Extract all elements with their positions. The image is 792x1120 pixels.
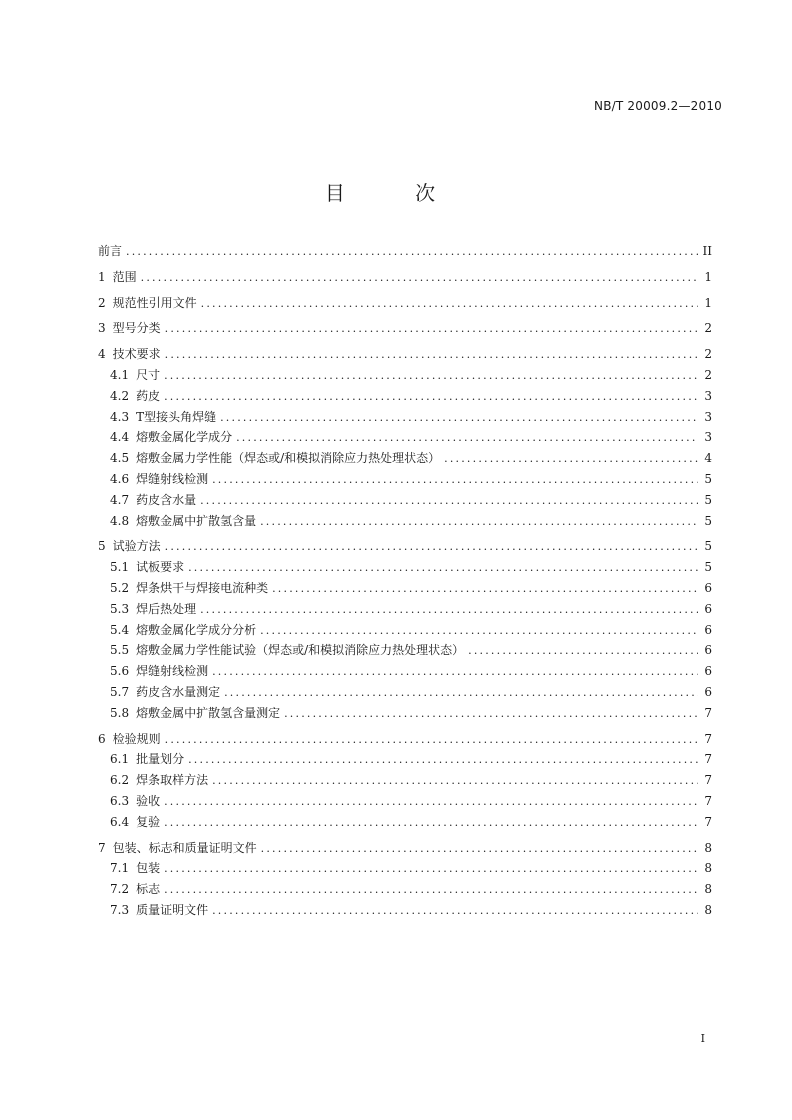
toc-entry-label: 熔敷金属化学成分分析 xyxy=(136,622,257,637)
toc-entry-number: 2 xyxy=(98,295,106,310)
toc-entry-number: 5 xyxy=(98,539,106,554)
toc-entry-page: 6 xyxy=(704,580,712,595)
toc-entry-label: 型号分类 xyxy=(112,321,161,336)
toc-entry-label: 焊条烘干与焊接电流种类 xyxy=(136,580,269,595)
toc-entry[interactable] xyxy=(98,858,712,879)
toc-entry-number: 5.7 xyxy=(110,684,130,699)
toc-entry-page: 1 xyxy=(704,269,712,284)
toc-entry-number: 5.3 xyxy=(110,601,130,616)
toc-entry-number: 6.2 xyxy=(110,773,130,788)
toc-entry[interactable] xyxy=(98,536,712,557)
toc-leader-dots xyxy=(201,294,698,315)
toc-entry[interactable] xyxy=(98,770,712,791)
toc-entry-page: 5 xyxy=(704,513,712,528)
toc-entry-page: 5 xyxy=(704,471,712,486)
toc-leader-dots xyxy=(188,750,698,771)
toc-entry[interactable] xyxy=(98,661,712,682)
toc-leader-dots xyxy=(468,641,698,662)
toc-entry-page: 2 xyxy=(704,321,712,336)
toc-entry-page: 5 xyxy=(704,560,712,575)
toc-entry[interactable] xyxy=(98,490,712,511)
toc-entry-page: 7 xyxy=(704,705,712,720)
toc-entry-page: 7 xyxy=(704,731,712,746)
toc-entry-number: 5.6 xyxy=(110,664,130,679)
toc-leader-dots xyxy=(164,813,698,834)
toc-entry-label: 批量划分 xyxy=(136,752,185,767)
toc-entry-label: 前言 xyxy=(98,244,123,258)
toc-entry-page: 5 xyxy=(704,539,712,554)
toc-entry-label: 熔敷金属力学性能试验（焊态或/和模拟消除应力热处理状态） xyxy=(136,643,465,658)
toc-entry-label: 药皮含水量测定 xyxy=(136,684,221,699)
toc-entry[interactable] xyxy=(98,407,712,428)
toc-leader-dots xyxy=(164,792,698,813)
toc-entry-page: 8 xyxy=(704,840,712,855)
toc-entry[interactable] xyxy=(98,578,712,599)
toc-entry-page: 6 xyxy=(704,664,712,679)
toc-leader-dots xyxy=(284,704,698,725)
toc-entry-page: 8 xyxy=(704,902,712,917)
toc-leader-dots xyxy=(261,839,698,860)
toc-entry-number: 7.1 xyxy=(110,861,130,876)
toc-entry-label: 包装、标志和质量证明文件 xyxy=(112,840,257,855)
toc-entry-number: 3 xyxy=(98,321,106,336)
toc-leader-dots xyxy=(212,901,698,922)
toc-entry-label: 范围 xyxy=(112,269,137,284)
toc-entry-number: 5.5 xyxy=(110,643,130,658)
toc-leader-dots xyxy=(164,859,698,880)
toc-entry-page: 2 xyxy=(704,367,712,382)
toc-entry[interactable] xyxy=(98,386,712,407)
toc-entry[interactable] xyxy=(98,318,712,339)
toc-entry[interactable] xyxy=(98,267,712,288)
toc-entry-page: 4 xyxy=(704,451,712,466)
toc-entry-page: 1 xyxy=(704,295,712,310)
toc-entry-page: 3 xyxy=(704,409,712,424)
toc-entry-page: 2 xyxy=(704,347,712,362)
toc-entry-label: 焊缝射线检测 xyxy=(136,471,209,486)
toc-entry-label: 尺寸 xyxy=(136,367,161,382)
toc-entry-label: 药皮 xyxy=(136,388,161,403)
toc-leader-dots xyxy=(212,771,698,792)
toc-entry[interactable] xyxy=(98,729,712,750)
toc-leader-dots xyxy=(200,491,698,512)
toc-entry[interactable] xyxy=(98,448,712,469)
toc-entry[interactable] xyxy=(98,812,712,833)
page-title: 目 次 xyxy=(324,181,468,205)
toc-entry-page: 6 xyxy=(704,622,712,637)
toc-entry-number: 4.5 xyxy=(110,451,130,466)
toc-entry-label: 焊缝射线检测 xyxy=(136,664,209,679)
toc-entry-number: 5.2 xyxy=(110,580,130,595)
toc-leader-dots xyxy=(212,662,698,683)
toc-entry[interactable] xyxy=(98,749,712,770)
toc-entry-number: 7.2 xyxy=(110,882,130,897)
toc-entry[interactable] xyxy=(98,365,712,386)
toc-entry-label: 技术要求 xyxy=(112,347,161,362)
standard-code: NB/T 20009.2—2010 xyxy=(594,99,722,113)
toc-leader-dots xyxy=(165,345,698,366)
toc-entry-label: 熔敷金属化学成分 xyxy=(136,430,233,445)
toc-entry[interactable] xyxy=(98,511,712,532)
toc-entry-label: 药皮含水量 xyxy=(136,492,197,507)
toc-entry-page: 6 xyxy=(704,684,712,699)
toc-entry[interactable] xyxy=(98,879,712,900)
toc-entry-label: 包装 xyxy=(136,861,161,876)
toc-leader-dots xyxy=(260,512,698,533)
toc-entry[interactable] xyxy=(98,791,712,812)
toc-entry[interactable] xyxy=(98,640,712,661)
toc-entry[interactable] xyxy=(98,241,712,262)
toc-entry-number: 5.1 xyxy=(110,560,130,575)
toc-entry-page: 8 xyxy=(704,882,712,897)
toc-leader-dots xyxy=(141,268,698,289)
toc-leader-dots xyxy=(236,428,698,449)
toc-entry-number: 5.8 xyxy=(110,705,130,720)
toc-entry-label: 检验规则 xyxy=(112,731,161,746)
toc-entry-number: 7.3 xyxy=(110,902,130,917)
toc-entry-page: 7 xyxy=(704,814,712,829)
toc-entry-label: 焊条取样方法 xyxy=(136,773,209,788)
toc-entry[interactable] xyxy=(98,682,712,703)
toc-leader-dots xyxy=(164,387,698,408)
page-number: I xyxy=(700,1032,705,1045)
toc-leader-dots xyxy=(272,579,698,600)
toc-entry-number: 4.8 xyxy=(110,513,130,528)
toc-entry[interactable] xyxy=(98,557,712,578)
toc-entry-page: 6 xyxy=(704,643,712,658)
toc-leader-dots xyxy=(188,558,698,579)
toc-leader-dots xyxy=(126,242,698,263)
toc-entry[interactable] xyxy=(98,344,712,365)
toc-entry-page: 5 xyxy=(704,492,712,507)
toc-entry-number: 5.4 xyxy=(110,622,130,637)
toc-entry-number: 4.1 xyxy=(110,367,130,382)
toc-entry-number: 6.4 xyxy=(110,814,130,829)
toc-entry-number: 4.2 xyxy=(110,388,130,403)
toc-entry-label: 试板要求 xyxy=(136,560,185,575)
toc-entry-label: 熔敷金属力学性能（焊态或/和模拟消除应力热处理状态） xyxy=(136,451,441,466)
toc-entry-label: 复验 xyxy=(136,814,161,829)
toc-entry[interactable] xyxy=(98,838,712,859)
toc-entry-page: 3 xyxy=(704,430,712,445)
toc-entry-page: 8 xyxy=(704,861,712,876)
toc-entry-label: 试验方法 xyxy=(112,539,161,554)
toc-entry[interactable] xyxy=(98,703,712,724)
toc-entry[interactable] xyxy=(98,293,712,314)
toc-leader-dots xyxy=(220,408,698,429)
toc-leader-dots xyxy=(260,621,698,642)
toc-entry-label: 焊后热处理 xyxy=(136,601,197,616)
toc-entry-label: 验收 xyxy=(136,793,161,808)
toc-leader-dots xyxy=(164,880,698,901)
toc-leader-dots xyxy=(164,366,698,387)
toc-entry[interactable] xyxy=(98,900,712,921)
toc-leader-dots xyxy=(212,470,698,491)
toc-entry-number: 6.3 xyxy=(110,793,130,808)
toc-leader-dots xyxy=(444,449,698,470)
toc-leader-dots xyxy=(165,730,698,751)
toc-entry-number: 1 xyxy=(98,269,106,284)
toc-entry-label: 熔敷金属中扩散氢含量 xyxy=(136,513,257,528)
toc-entry-number: 4.7 xyxy=(110,492,130,507)
toc-entry[interactable] xyxy=(98,599,712,620)
toc-entry-page: 7 xyxy=(704,793,712,808)
toc-entry[interactable] xyxy=(98,427,712,448)
toc-entry-number: 4 xyxy=(98,347,106,362)
toc-entry[interactable] xyxy=(98,469,712,490)
toc-leader-dots xyxy=(200,600,698,621)
toc-leader-dots xyxy=(224,683,698,704)
toc-entry-number: 7 xyxy=(98,840,106,855)
toc-leader-dots xyxy=(165,537,698,558)
toc-entry-number: 4.3 xyxy=(110,409,130,424)
table-of-contents xyxy=(98,241,712,921)
toc-entry-number: 4.4 xyxy=(110,430,130,445)
toc-entry-label: 熔敷金属中扩散氢含量测定 xyxy=(136,705,281,720)
toc-entry-number: 4.6 xyxy=(110,471,130,486)
toc-entry-number: 6 xyxy=(98,731,106,746)
toc-entry-page: II xyxy=(702,244,712,258)
toc-entry-page: 6 xyxy=(704,601,712,616)
toc-entry-label: 质量证明文件 xyxy=(136,902,209,917)
toc-entry-label: T型接头角焊缝 xyxy=(136,409,217,424)
toc-leader-dots xyxy=(165,319,698,340)
toc-entry-label: 标志 xyxy=(136,882,161,897)
toc-entry-page: 7 xyxy=(704,752,712,767)
toc-entry-number: 6.1 xyxy=(110,752,130,767)
toc-entry-label: 规范性引用文件 xyxy=(112,295,197,310)
toc-entry-page: 3 xyxy=(704,388,712,403)
toc-entry-page: 7 xyxy=(704,773,712,788)
toc-entry[interactable] xyxy=(98,620,712,641)
